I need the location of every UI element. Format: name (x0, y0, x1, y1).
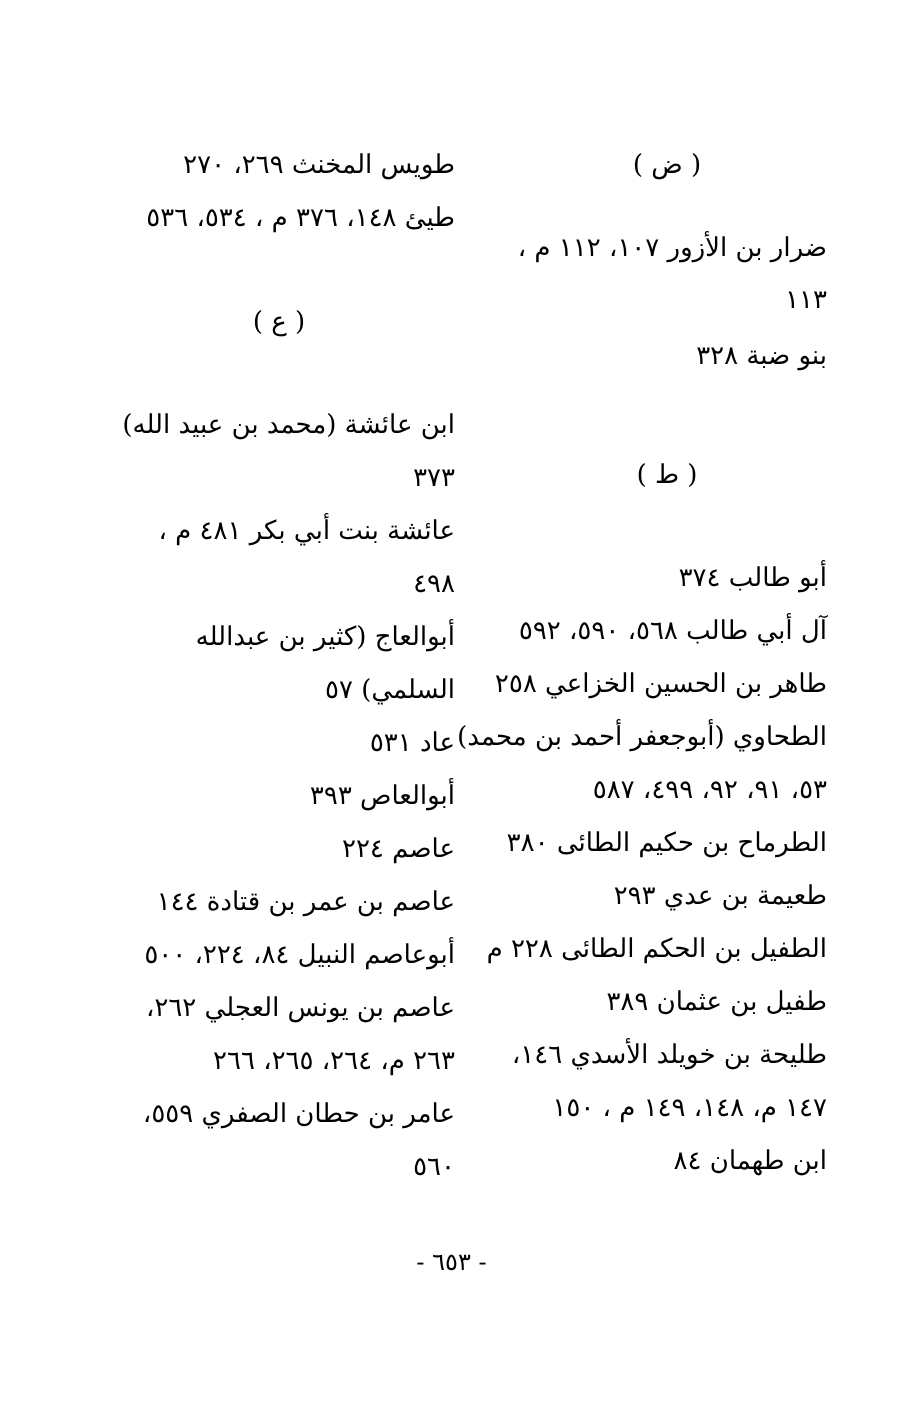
index-entry: بنو ضبة ٣٢٨ (696, 341, 827, 371)
index-entry: عائشة بنت أبي بكر ٤٨١ م ، (158, 516, 455, 546)
index-column-left (100, 0, 455, 1417)
index-entry: الطحاوي (أبوجعفر أحمد بن محمد) (457, 722, 827, 752)
index-entry: طيئ ١٤٨، ٣٧٦ م ، ٥٣٤، ٥٣٦ (146, 203, 455, 233)
page-number: - ٦٥٣ - (416, 1248, 487, 1276)
index-entry: الطفيل بن الحكم الطائى ٢٢٨ م (486, 934, 827, 964)
index-entry: ٥٣، ٩١، ٩٢، ٤٩٩، ٥٨٧ (592, 775, 827, 805)
index-entry: أبوالعاج (كثير بن عبدالله (195, 622, 455, 652)
index-entry: طاهر بن الحسين الخزاعي ٢٥٨ (494, 669, 827, 699)
index-entry: آل أبي طالب ٥٦٨، ٥٩٠، ٥٩٢ (518, 616, 827, 646)
index-entry: طويس المخنث ٢٦٩، ٢٧٠ (183, 150, 455, 180)
index-entry: أبوالعاص ٣٩٣ (309, 781, 455, 811)
index-entry: ١١٣ (785, 285, 827, 315)
index-entry: ١٤٧ م، ١٤٨، ١٤٩ م ، ١٥٠ (552, 1093, 827, 1123)
index-entry: عاصم ٢٢٤ (342, 834, 455, 864)
index-entry: ٣٧٣ (413, 463, 455, 493)
index-entry: عاد ٥٣١ (369, 728, 455, 758)
section-heading-ain: ( ع ) (252, 307, 306, 337)
index-entry: عاصم بن يونس العجلي ٢٦٢، (145, 993, 455, 1023)
index-entry: عاصم بن عمر بن قتادة ١٤٤ (156, 887, 455, 917)
index-column-right (457, 0, 827, 1417)
index-entry: الطرماح بن حكيم الطائى ٣٨٠ (506, 828, 827, 858)
section-heading-ta: ( ط ) (636, 460, 698, 490)
index-entry: أبو طالب ٣٧٤ (678, 563, 827, 593)
index-entry: ٤٩٨ (413, 569, 455, 599)
index-entry: عامر بن حطان الصفري ٥٥٩، (142, 1099, 455, 1129)
index-entry: ٥٦٠ (413, 1152, 455, 1182)
index-entry: ضرار بن الأزور ١٠٧، ١١٢ م ، (517, 233, 827, 263)
section-heading-dad: ( ض ) (632, 150, 702, 180)
index-entry: ابن عائشة (محمد بن عبيد الله) (122, 410, 455, 440)
index-entry: طعيمة بن عدي ٢٩٣ (613, 881, 827, 911)
index-entry: ابن طهمان ٨٤ (673, 1146, 827, 1176)
index-entry: أبوعاصم النبيل ٨٤، ٢٢٤، ٥٠٠ (144, 940, 455, 970)
index-entry: السلمي) ٥٧ (325, 675, 455, 705)
index-entry: طفيل بن عثمان ٣٨٩ (606, 987, 827, 1017)
index-entry: ٢٦٣ م، ٢٦٤، ٢٦٥، ٢٦٦ (213, 1046, 455, 1076)
index-entry: طليحة بن خويلد الأسدي ١٤٦، (511, 1040, 827, 1070)
